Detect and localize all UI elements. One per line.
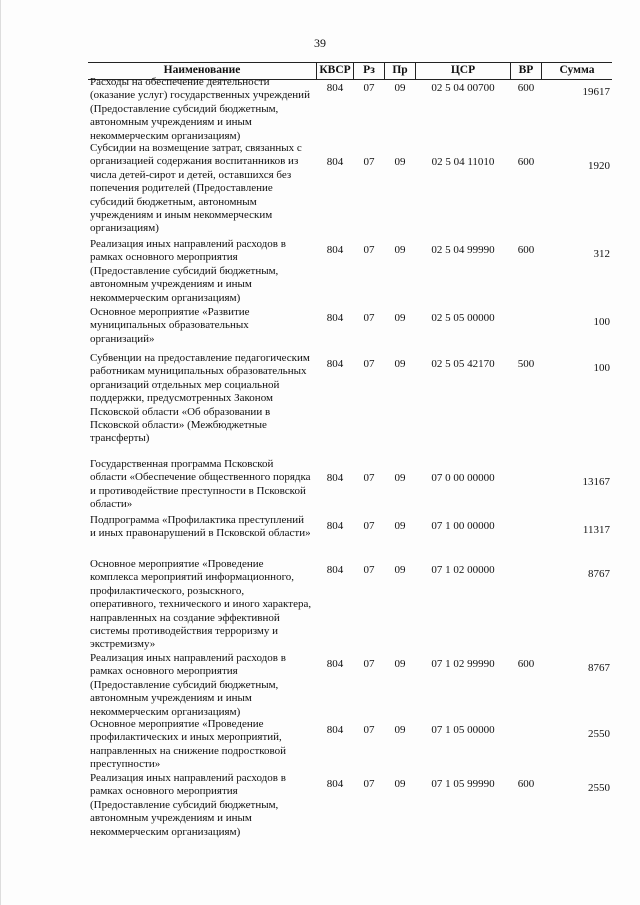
row-name: Основное мероприятие «Проведение профилактических и иных мероприятий, направленных на снижение подростковой преступности»: [90, 718, 287, 771]
row-kvsr: 804: [326, 82, 344, 94]
row-pr: 09: [394, 156, 406, 168]
row-rz: 07: [363, 724, 375, 736]
row-pr: 09: [394, 244, 406, 256]
row-name: Реализация иных направлений расходов в рамках основного мероприятия (Предоставление субсидий бюджетным, автономным учреждениям и иным некоммерческим организациям): [90, 238, 286, 304]
header-summa: Сумма: [559, 64, 595, 76]
row-csr: 02 5 05 42170: [431, 358, 495, 370]
row-rz: 07: [363, 244, 375, 256]
row-name: Реализация иных направлений расходов в рамках основного мероприятия (Предоставление субсидий бюджетным, автономным учреждениям и иным некоммерческим организациям): [90, 652, 286, 718]
row-name: Расходы на обеспечение деятельности (оказание услуг) государственных учреждений (Предоставление субсидий бюджетным, автономным учреждениям и иным некоммерческим организациям): [90, 76, 310, 142]
row-summa: 2550: [588, 728, 610, 740]
row-summa: 19617: [582, 86, 610, 98]
page-number: 39: [314, 36, 326, 50]
row-csr: 02 5 04 11010: [431, 156, 495, 168]
row-name: Государственная программа Псковской области «Обеспечение общественного порядка и противодействие преступности в Псковской области»: [90, 458, 311, 511]
row-rz: 07: [363, 472, 375, 484]
row-vr: 600: [517, 658, 535, 670]
row-summa: 100: [593, 362, 610, 374]
row-kvsr: 804: [326, 724, 344, 736]
row-vr: 600: [517, 82, 535, 94]
budget-table: [88, 62, 612, 838]
row-kvsr: 804: [326, 312, 344, 324]
row-pr: 09: [394, 82, 406, 94]
row-pr: 09: [394, 520, 406, 532]
row-rz: 07: [363, 778, 375, 790]
row-pr: 09: [394, 564, 406, 576]
row-rz: 07: [363, 156, 375, 168]
row-summa: 8767: [588, 568, 610, 580]
header-rz: Рз: [363, 64, 375, 76]
row-kvsr: 804: [326, 778, 344, 790]
row-kvsr: 804: [326, 564, 344, 576]
row-vr: 500: [517, 358, 535, 370]
header-name: Наименование: [163, 64, 241, 76]
row-kvsr: 804: [326, 520, 344, 532]
row-kvsr: 804: [326, 358, 344, 370]
row-name: Основное мероприятие «Развитие муниципальных образовательных организаций»: [90, 306, 250, 345]
header-kvsr: КВСР: [319, 64, 351, 76]
row-pr: 09: [394, 724, 406, 736]
row-name: Основное мероприятие «Проведение комплекса мероприятий информационного, профилактического, розыскного, оперативного, технического и иного характера, направленных на создание эффективной системы противодействия терроризму и экстремизму»: [90, 558, 312, 651]
row-csr: 07 1 00 00000: [431, 520, 495, 532]
row-kvsr: 804: [326, 472, 344, 484]
row-vr: 600: [517, 778, 535, 790]
row-csr: 07 1 05 99990: [431, 778, 495, 790]
row-summa: 8767: [588, 662, 610, 674]
row-pr: 09: [394, 472, 406, 484]
row-csr: 07 0 00 00000: [431, 472, 495, 484]
row-rz: 07: [363, 564, 375, 576]
row-rz: 07: [363, 312, 375, 324]
row-pr: 09: [394, 658, 406, 670]
row-name: Подпрограмма «Профилактика преступлений и иных правонарушений в Псковской области»: [90, 514, 311, 540]
row-pr: 09: [394, 778, 406, 790]
header-csr: ЦСР: [450, 64, 476, 76]
row-csr: 02 5 04 00700: [431, 82, 495, 94]
row-name: Субсидии на возмещение затрат, связанных с организацией содержания воспитанников из числа детей-сирот и детей, оставшихся без попечения родителей (Предоставление субсидий бюджетным, автономным учреждениям и иным некоммерческим организациям): [90, 142, 302, 235]
header-vr: ВР: [518, 64, 534, 76]
row-summa: 2550: [588, 782, 610, 794]
header-pr: Пр: [392, 64, 408, 76]
row-summa: 13167: [582, 476, 610, 488]
row-csr: 07 1 02 99990: [431, 658, 495, 670]
row-csr: 02 5 04 99990: [431, 244, 495, 256]
row-kvsr: 804: [326, 156, 344, 168]
row-rz: 07: [363, 82, 375, 94]
row-name: Реализация иных направлений расходов в рамках основного мероприятия (Предоставление субсидий бюджетным, автономным учреждениям и иным некоммерческим организациям): [90, 772, 286, 838]
row-rz: 07: [363, 520, 375, 532]
row-summa: 1920: [588, 160, 610, 172]
row-rz: 07: [363, 358, 375, 370]
row-pr: 09: [394, 358, 406, 370]
row-csr: 07 1 05 00000: [431, 724, 495, 736]
row-summa: 11317: [582, 524, 610, 536]
row-vr: 600: [517, 156, 535, 168]
scan-edge: [0, 0, 1, 905]
row-csr: 07 1 02 00000: [431, 564, 495, 576]
row-kvsr: 804: [326, 244, 344, 256]
row-kvsr: 804: [326, 658, 344, 670]
row-pr: 09: [394, 312, 406, 324]
row-summa: 100: [593, 316, 610, 328]
row-csr: 02 5 05 00000: [431, 312, 495, 324]
row-summa: 312: [593, 248, 610, 260]
row-vr: 600: [517, 244, 535, 256]
row-name: Субвенции на предоставление педагогическим работникам муниципальных образовательных организаций отдельных мер социальной поддержки, предусмотренных Законом Псковской области «Об образовании в Псковской области» (Межбюджетные трансферты): [90, 352, 310, 445]
row-rz: 07: [363, 658, 375, 670]
